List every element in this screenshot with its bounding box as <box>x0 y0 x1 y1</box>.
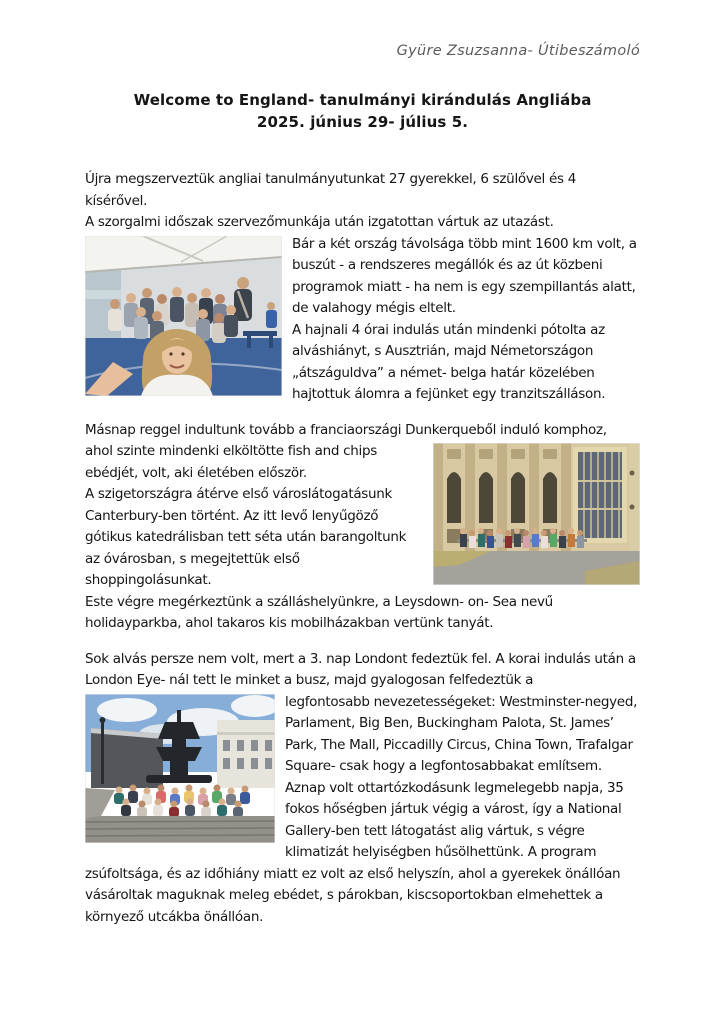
canterbury-paragraph-2: ahol szinte mindenki elköltötte fish and chips ebédjét, volt, aki életében először. <box>85 443 377 481</box>
title-line-2: 2025. június 29- július 5. <box>256 112 469 131</box>
document-title <box>85 90 640 133</box>
intro-section <box>85 169 640 234</box>
title-line-1: Welcome to England- tanulmányi kirándulás Angliába <box>133 91 592 109</box>
ferry-section <box>85 234 640 406</box>
piccadilly-photo <box>85 694 275 843</box>
canterbury-paragraph-1: Másnap reggel indultunk tovább a franciaországi Dunkerqueből induló komphoz, <box>85 421 607 438</box>
canterbury-section <box>85 420 640 635</box>
intro-paragraph-2: A szorgalmi időszak szervezőmunkája után izgatottan vártuk az utazást. <box>85 214 554 230</box>
author-note: Gyüre Zsuzsanna- Útibeszámoló <box>396 43 640 59</box>
piccadilly-crowd <box>114 784 250 817</box>
cathedral-great-window <box>573 447 627 543</box>
london-intro-paragraph: Sok alvás persze nem volt, mert a 3. nap Londont fedeztük fel. A korai indulás után a London Eye- nál tett le minket a busz, majd gyalogosan felfedeztük a <box>85 650 636 688</box>
canterbury-photo <box>433 443 640 585</box>
ferry-selfie-image <box>85 236 282 396</box>
regent-street-buildings <box>217 720 275 788</box>
london-section <box>85 649 640 929</box>
ferry-paragraph-1: Bár a két ország távolsága több mint 1600 km volt, a buszút - a rendszeres megállók és az út közbeni programok miatt - ha nem is egy szempillantás alatt, de valahogy mégis eltelt. <box>292 235 637 316</box>
piccadilly-circus-image <box>85 694 275 843</box>
canterbury-paragraph-3: A szigetországra átérve első városlátogatásunk Canterbury-ben történt. Az itt levő lenyűgöző gótikus katedrálisban tett séta után barangoltunk az óvárosban, s megejtettük első shoppingolásunkat. <box>85 486 407 588</box>
intro-paragraph-1: Újra megszerveztük angliai tanulmányutunkat 27 gyerekkel, 6 szülővel és 4 kísérővel. <box>85 171 577 209</box>
ferry-selfie-photo <box>85 236 282 396</box>
london-main-paragraph: legfontosabb nevezetességeket: Westminster-negyed, Parlament, Big Ben, Buckingham Palota, St. James’ Park, The Mall, Piccadilly Circus, China Town, Trafalgar Square- csak hogy a legfontosabbakat említsem. Aznap volt ottartózkodásunk legmelegebb napja, 35 fokos hőségben jártuk végig a várost, így a National Gallery-ben tett látogatást alig vártuk, s végre klimatizát helyiségben hűsölhettünk. A program zsúfoltsága, és az időhiány miatt ez volt az első helyszín, ahol a gyerekek önállóan vásároltak maguknak meleg ebédet, s párokban, kiscsoportokban elmehettek a környező utcákba önállóan. <box>85 693 638 925</box>
canterbury-cathedral-image <box>433 443 640 585</box>
ferry-paragraph-2: A hajnali 4 órai indulás után mindenki pótolta az alváshiányt, s Ausztrián, majd Németországon „átszáguldva” a német- belga határ közelében hajtottuk álomra a fejünket egy tranzitszálláson. <box>292 321 606 402</box>
canterbury-paragraph-4: Este végre megérkeztünk a szálláshelyünkre, a Leysdown- on- Sea nevű holidayparkba, ahol takaros kis mobilházakban vertünk tanyát. <box>85 593 553 631</box>
